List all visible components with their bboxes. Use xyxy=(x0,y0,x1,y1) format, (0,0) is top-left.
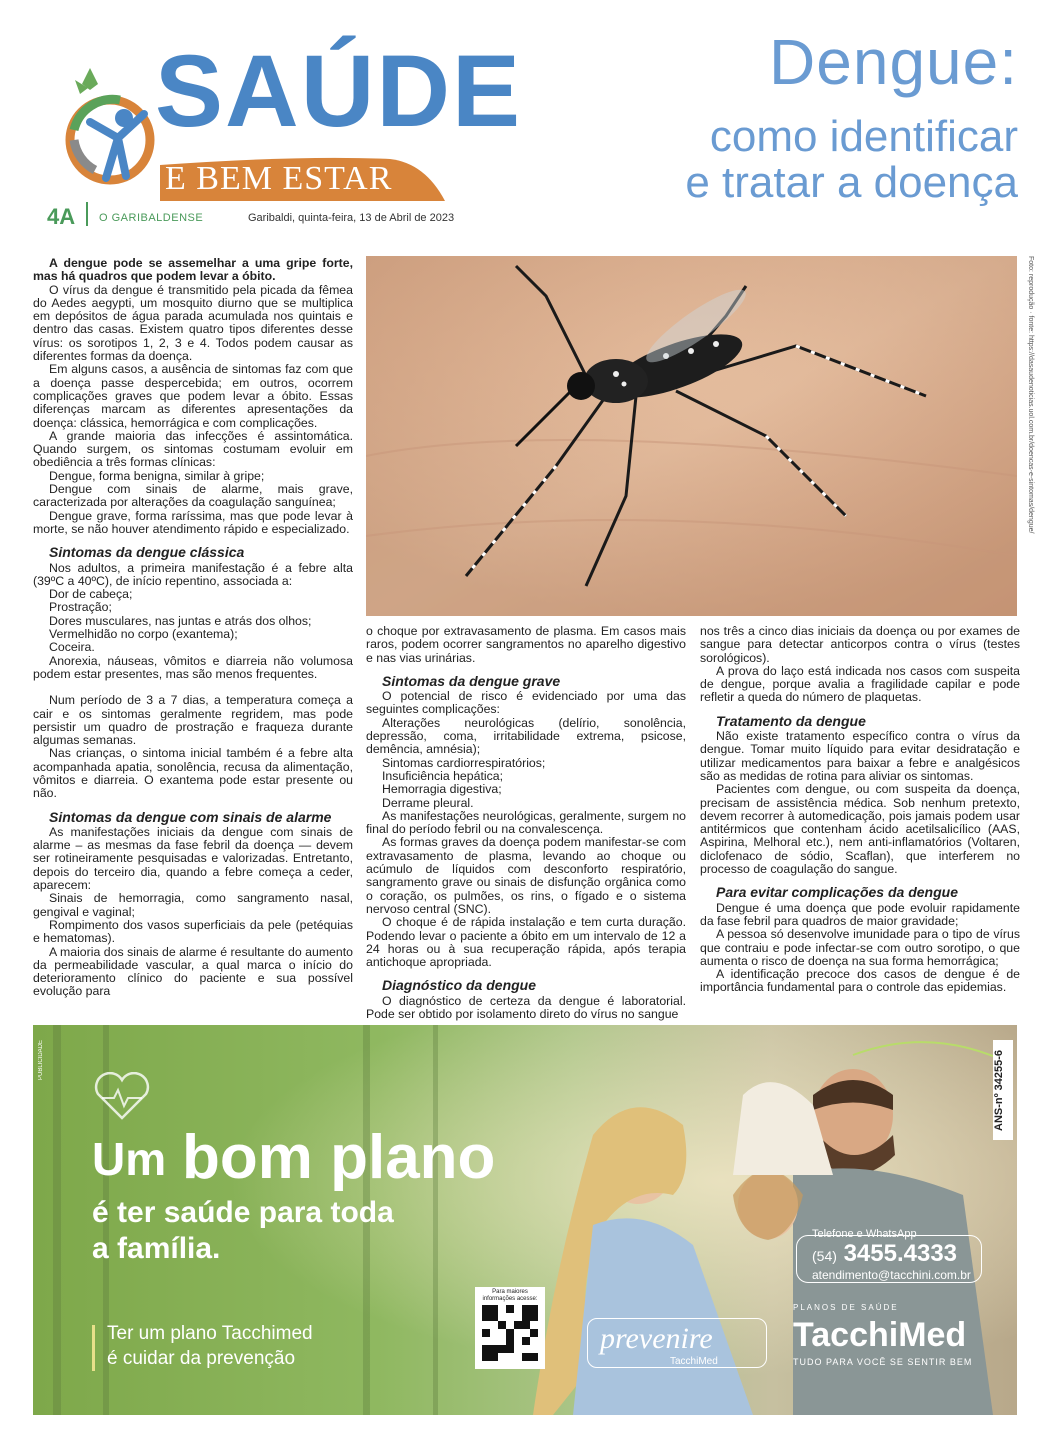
headline-line: como identificar xyxy=(709,112,1018,161)
headline-subtitle xyxy=(685,114,1018,206)
list-item: Sinais de hemorragia, como sangramento nasal, gengival e vaginal; xyxy=(33,891,353,919)
photo-credit: Foto: reprodução · fonte: https://dasaudenoticias.uol.com.br/doencas-e-sintomas/dengue/ xyxy=(1027,256,1034,534)
qr-code-icon[interactable] xyxy=(482,1304,538,1362)
paragraph: Anorexia, náuseas, vômitos e diarreia não volumosa podem estar presentes, mas são menos frequentes. xyxy=(33,653,353,681)
brand-tagline: TUDO PARA VOCÊ SE SENTIR BEM xyxy=(793,1357,973,1367)
section-heading: Para evitar complicações da dengue xyxy=(716,884,958,901)
phone-number[interactable] xyxy=(812,1240,957,1268)
list-item: Dengue é uma doença que pode evoluir rapidamente da fase febril para quadros de maior gravidade; xyxy=(700,900,1020,928)
list-item: Sintomas cardiorrespiratórios; xyxy=(382,755,546,770)
heart-pulse-icon xyxy=(92,1072,152,1122)
prevenire-sub: TacchiMed xyxy=(670,1356,718,1367)
ad-subheadline: é cuidar da prevenção xyxy=(107,1348,296,1369)
section-heading: Diagnóstico da dengue xyxy=(382,977,537,994)
paragraph: Não existe tratamento específico contra o vírus da dengue. Tomar muito líquido para evitar desidratação e utilizar medicamentos para baixar a febre e analgésicos são as medidas de rotina para aliviar os sintomas. xyxy=(700,729,1020,783)
paragraph: Dengue, forma benigna, similar à gripe; xyxy=(49,468,265,483)
list-item: Derrame pleural. xyxy=(382,795,474,810)
dateline: Garibaldi, quinta-feira, 13 de Abril de 2023 xyxy=(248,212,455,224)
article-column-3 xyxy=(700,625,1020,995)
phone-digits: 3455.4333 xyxy=(843,1240,958,1267)
paragraph: As manifestações neurológicas, geralmente, surgem no final do período febril ou na convalescença. xyxy=(366,808,686,837)
paragraph: o choque por extravasamento de plasma. Em casos mais raros, podem ocorrer sangramentos no aparelho digestivo e nas vias urinárias. xyxy=(366,624,686,665)
ad-vertical-credit: PUBLICIDADE xyxy=(38,1040,44,1081)
section-brand-subtitle: E BEM ESTAR xyxy=(165,160,393,197)
brand-logo[interactable]: TacchiMed xyxy=(793,1316,967,1354)
article-column-1 xyxy=(33,257,353,999)
ad-headline-line: é ter saúde para toda xyxy=(92,1196,394,1229)
section-heading: Tratamento da dengue xyxy=(716,712,866,729)
paragraph: O choque é de rápida instalação e tem curta duração. Podendo levar o paciente a óbito em um intervalo de 12 a 24 horas ou à sua recuperação rápida, após terapia antichoque apropriada. xyxy=(366,915,686,970)
paragraph: nos três a cinco dias iniciais da doença ou por exames de sangue para detectar anticorpos contra o vírus (testes sorológicos). xyxy=(700,624,1020,665)
list-item: A pessoa só desenvolve imunidade para o tipo de vírus que contraiu e pode infectar-se com outro sorotipo, o que aumenta o risco de doença na sua forma hemorrágica; xyxy=(700,927,1020,968)
paragraph: As manifestações iniciais da dengue com sinais de alarme – as mesmas da fase febril da doença — devem ser rotineiramente pesquisadas e valorizadas. Entretanto, depois do terceiro dia, quando a febre começa a ceder, aparecem: xyxy=(33,824,353,893)
paragraph: A prova do laço está indicada nos casos com suspeita de dengue, porque avalia a fragilidade capilar e pode refletir a queda do número de plaquetas. xyxy=(700,663,1020,705)
accent-bar xyxy=(92,1325,95,1371)
paragraph: Nas crianças, o sintoma inicial também é a febre alta acompanhada apatia, sonolência, recusa da alimentação, vômitos e diarreia. O exantema pode estar presente ou não. xyxy=(33,746,353,801)
article-column-2 xyxy=(366,625,686,1021)
list-item: Vermelhidão no corpo (exantema); xyxy=(49,627,238,642)
divider xyxy=(86,202,88,226)
paragraph: Dengue grave, forma raríssima, mas que pode levar à morte, se não houver atendimento rápido e especializado. xyxy=(33,508,353,536)
list-item: A identificação precoce dos casos de dengue é de importância fundamental para o controle das epidemias. xyxy=(700,967,1020,995)
newspaper-name: O GARIBALDENSE xyxy=(99,212,204,224)
paragraph: O diagnóstico de certeza da dengue é laboratorial. Pode ser obtido por isolamento direto do vírus no sangue xyxy=(366,993,686,1022)
ad-subheadline: Ter um plano Tacchimed xyxy=(107,1323,313,1344)
list-item: Insuficiência hepática; xyxy=(382,768,503,783)
section-heading: Sintomas da dengue com sinais de alarme xyxy=(49,808,332,825)
paragraph: O potencial de risco é evidenciado por uma das seguintes complicações: xyxy=(366,689,686,717)
ans-registration: ANS-nº 34255-6 xyxy=(993,1040,1013,1140)
list-item: Hemorragia digestiva; xyxy=(382,782,502,797)
list-item: Alterações neurológicas (delírio, sonolência, depressão, coma, irritabilidade extrema, psicose, demência, amnésia); xyxy=(366,715,686,757)
qr-caption: Para maiores informações acesse: xyxy=(482,1289,538,1302)
list-item: Dores musculares, nas juntas e atrás dos olhos; xyxy=(49,613,312,628)
list-item: Coceira. xyxy=(49,640,95,655)
phone-label: Telefone e WhatsApp xyxy=(812,1228,917,1240)
headline-title: Dengue: xyxy=(769,26,1018,98)
mosquito-photo xyxy=(366,256,1017,616)
paragraph: A grande maioria das infecções é assintomática. Quando surgem, os sintomas costumam evoluir em obediência a três formas clínicas: xyxy=(33,428,353,470)
paragraph: As formas graves da doença podem manifestar-se com extravasamento de plasma, levando ao choque ou acúmulo de líquidos com desconforto respiratório, sangramento grave ou sinais de disfunção orgânica como o coração, os pulmões, os rins, o fígado e o sistema nervoso central (SNC). xyxy=(366,835,686,916)
paragraph: Nos adultos, a primeira manifestação é a febre alta (39ºC a 40ºC), de início repentino, associada a: xyxy=(33,560,353,588)
list-item: Dor de cabeça; xyxy=(49,587,133,602)
headline-line: e tratar a doença xyxy=(685,158,1018,208)
article-lead: A dengue pode se assemelhar a uma gripe forte, mas há quadros que podem levar a óbito. xyxy=(33,256,353,284)
list-item: Rompimento dos vasos superficiais da pele (petéquias e hematomas). xyxy=(33,917,353,946)
prevenire-logo: prevenire xyxy=(600,1322,713,1355)
section-brand-title: SAÚDE xyxy=(155,34,523,148)
section-heading: Sintomas da dengue clássica xyxy=(49,544,245,561)
brand-category: PLANOS DE SAÚDE xyxy=(793,1303,899,1312)
contact-email[interactable]: atendimento@tacchini.com.br xyxy=(812,1268,971,1282)
paragraph: Em alguns casos, a ausência de sintomas faz com que a doença passe despercebida; em outros, ocorrem complicações graves que podem levar a óbito. Essas diferenças marcam as diferentes apresentações da doença: clássica, hemorrágica e com complicações. xyxy=(33,362,353,430)
ad-headline-line: a família. xyxy=(92,1232,221,1265)
paragraph: Pacientes com dengue, ou com suspeita da doença, precisam de assistência médica. Sob nenhum pretexto, devem recorrer à automedicação, pois jamais podem usar antitérmicos que contenham ácido acetilsalicílico (AAS, Aspirina, Melhoral etc.), nem anti-inflamatórios (Voltaren, diclofenaco de sódio, Scaflan), que interferem no processo de coagulação do sangue. xyxy=(700,782,1020,877)
paragraph: Dengue com sinais de alarme, mais grave, caracterizada por alterações da coagulação sanguínea; xyxy=(33,482,353,510)
list-item: Prostração; xyxy=(49,600,112,615)
ad-headline-continuation xyxy=(92,1195,394,1267)
ad-headline-part: Um xyxy=(92,1133,167,1185)
health-logo-icon xyxy=(60,60,170,190)
page-number: 4A xyxy=(47,204,76,229)
paragraph: Num período de 3 a 7 dias, a temperatura começa a cair e os sintomas geralmente regridem, mas pode persistir um quadro de prostração e fraqueza durante algumas semanas. xyxy=(33,693,353,748)
phone-ddd: (54) xyxy=(812,1248,837,1264)
ad-headline-emphasis: bom plano xyxy=(182,1123,496,1192)
paragraph: A maioria dos sinais de alarme é resultante do aumento da permeabilidade vascular, a qual marca o início do deterioramento clínico do paciente e sua possível evolução para xyxy=(33,944,353,999)
section-heading: Sintomas da dengue grave xyxy=(382,672,561,689)
paragraph: O vírus da dengue é transmitido pela picada da fêmea do Aedes aegypti, um mosquito diurno que se multiplica em depósitos de água parada acumulada nos quintais e dentro das casas. Existem quatro tipos diferentes desse vírus: os sorotipos 1, 2, 3 e 4. Todos podem causar as diferentes formas da doença. xyxy=(33,282,353,364)
